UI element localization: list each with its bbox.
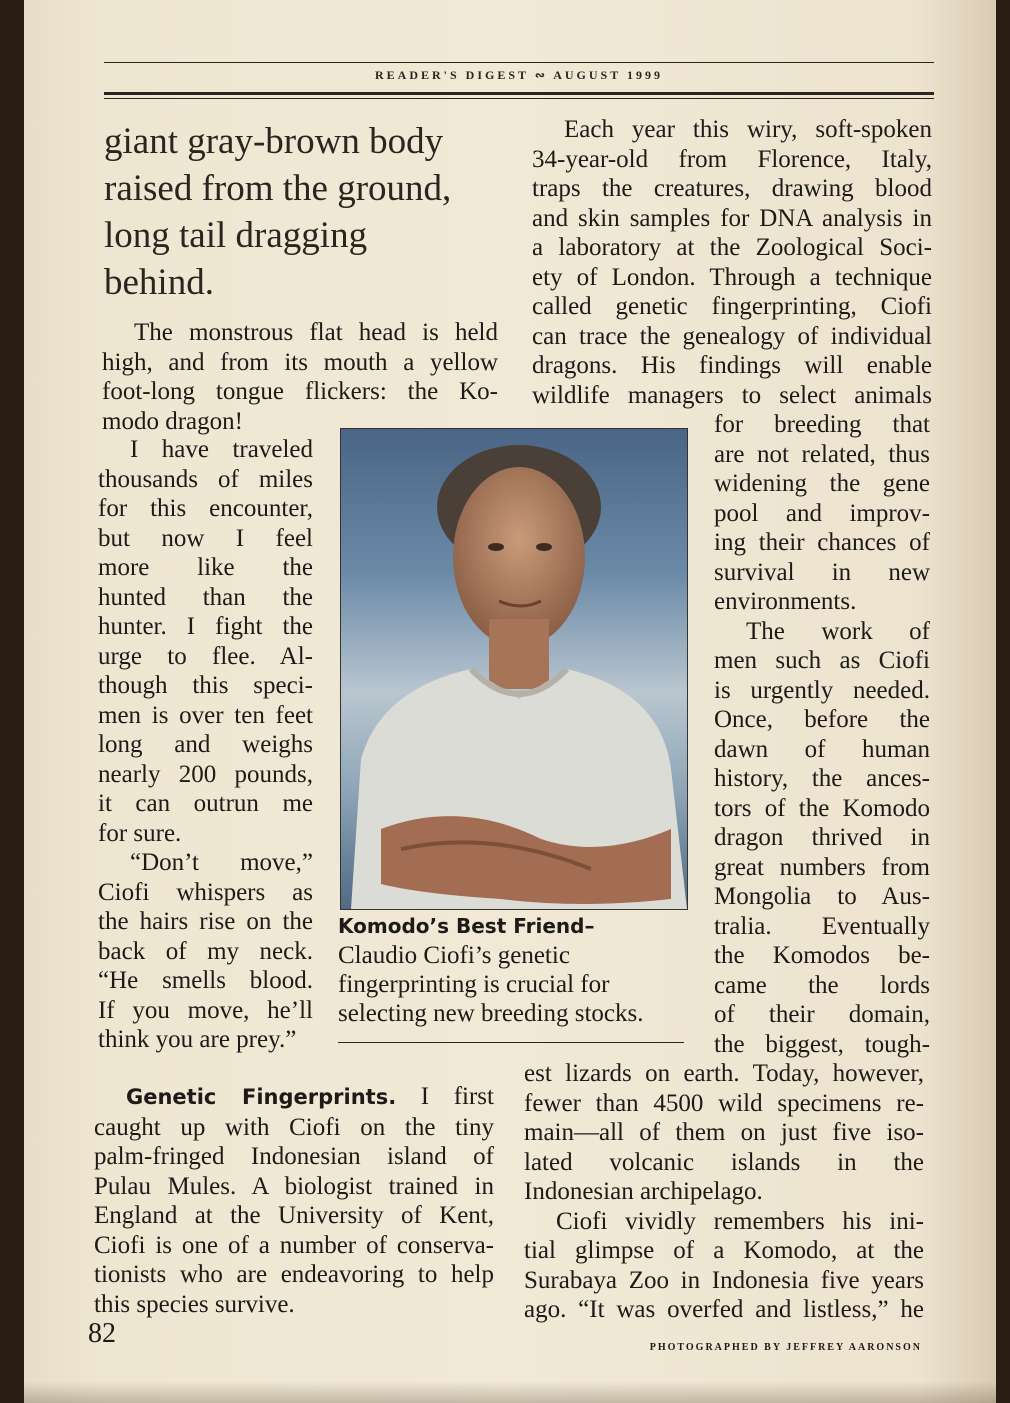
- text-line: ago. “It was overfed and listless,” he: [524, 1296, 924, 1323]
- running-head: READER'S DIGEST ∾ AUGUST 1999: [375, 68, 663, 82]
- text-line: “Don’t move,”: [130, 849, 313, 876]
- photo-caption: [338, 912, 688, 1028]
- lead-line: raised from the ground,: [104, 168, 452, 209]
- text-line: survival in new: [714, 558, 930, 586]
- text-line: Surabaya Zoo in Indonesia five years: [524, 1266, 924, 1294]
- text-line: came the lords: [714, 971, 930, 999]
- text-line: is urgently needed.: [714, 676, 930, 704]
- text-line: for sure.: [98, 819, 182, 847]
- text-line: men is over ten feet: [98, 701, 313, 729]
- text-line: men such as Ciofi: [714, 647, 930, 674]
- text-line: the biggest, tough-: [714, 1030, 930, 1058]
- text-line: Indonesian archipelago.: [524, 1178, 763, 1205]
- text-line: Pulau Mules. A biologist trained in: [94, 1172, 494, 1200]
- caption-rule: [338, 1042, 684, 1043]
- right-narrow-column: [714, 410, 930, 1059]
- header-rule-bottom: [104, 98, 934, 99]
- text-line: the hairs rise on the: [98, 908, 313, 935]
- text-fragment: I first: [396, 1083, 494, 1110]
- lead-text: [104, 118, 504, 306]
- lead-line: long tail dragging: [104, 215, 368, 256]
- caption-line: fingerprinting is crucial for: [338, 971, 610, 998]
- text-line: The monstrous flat head is held: [134, 319, 498, 346]
- text-line: Ciofi vividly remembers his ini-: [556, 1207, 924, 1235]
- caption-line: Claudio Ciofi’s genetic: [338, 942, 570, 969]
- text-line: but now I feel: [98, 524, 313, 552]
- text-line: lated volcanic islands in the: [524, 1148, 924, 1176]
- text-line: hunter. I fight the: [98, 613, 313, 640]
- text-line: caught up with Ciofi on the tiny: [94, 1113, 494, 1141]
- text-line: The work of: [746, 617, 930, 645]
- lead-line: giant gray-brown body: [104, 121, 444, 162]
- text-line: Each year this wiry, soft-spoken: [564, 116, 932, 143]
- text-line: and skin samples for DNA analysis in: [532, 204, 932, 232]
- section-heading: Genetic Fingerprints.: [126, 1085, 397, 1109]
- text-line: Ciofi whispers as: [98, 878, 313, 906]
- text-line: Mongolia to Aus-: [714, 883, 930, 910]
- text-line: I have traveled: [130, 436, 313, 463]
- text-line: long and weighs: [98, 731, 313, 758]
- text-line: ing their chances of: [714, 529, 930, 556]
- text-line: dragon thrived in: [714, 824, 930, 851]
- text-line: though this speci-: [98, 672, 313, 699]
- text-line: environments.: [714, 588, 857, 615]
- text-line: foot-long tongue flickers: the Ko-: [102, 378, 498, 405]
- text-line: wildlife managers to select animals: [532, 381, 932, 409]
- portrait-photo: [340, 428, 688, 910]
- text-line: main—all of them on just five iso-: [524, 1119, 924, 1146]
- text-line: tralia. Eventually: [714, 912, 930, 940]
- text-line: dragons. His findings will enable: [532, 352, 932, 379]
- text-line: of their domain,: [714, 1001, 930, 1028]
- text-line: “He smells blood.: [98, 967, 313, 994]
- text-line: fewer than 4500 wild specimens re-: [524, 1089, 924, 1117]
- text-line: more like the: [98, 554, 313, 581]
- text-line: for breeding that: [714, 411, 930, 438]
- text-line: great numbers from: [714, 853, 930, 881]
- text-line: est lizards on earth. Today, however,: [524, 1060, 924, 1087]
- header-rule-thick: [104, 92, 934, 95]
- left-paragraph-1: [102, 318, 498, 436]
- text-line: tial glimpse of a Komodo, at the: [524, 1237, 924, 1264]
- text-line: tionists who are endeavoring to help: [94, 1261, 494, 1288]
- text-line: England at the University of Kent,: [94, 1202, 494, 1229]
- text-line: history, the ances-: [714, 765, 930, 792]
- text-line: modo dragon!: [102, 407, 243, 435]
- text-line: for this encounter,: [98, 495, 313, 522]
- text-line: If you move, he’ll: [98, 996, 313, 1024]
- text-line: think you are prey.”: [98, 1026, 297, 1053]
- text-line: dawn of human: [714, 735, 930, 763]
- text-line: Once, before the: [714, 706, 930, 733]
- header-rule-top: [104, 62, 934, 63]
- text-line: this species survive.: [94, 1290, 295, 1318]
- photo-credit: PHOTOGRAPHED BY JEFFREY AARONSON: [649, 1342, 922, 1353]
- text-line: [94, 1082, 494, 1113]
- text-line: Ciofi is one of a number of conserva-: [94, 1231, 494, 1259]
- text-line: thousands of miles: [98, 465, 313, 493]
- text-line: traps the creatures, drawing blood: [532, 175, 932, 202]
- left-narrow-column: [98, 435, 313, 1055]
- caption-title: Komodo’s Best Friend–: [338, 914, 595, 938]
- text-line: a laboratory at the Zoological Soci-: [532, 234, 932, 261]
- text-line: nearly 200 pounds,: [98, 760, 313, 788]
- text-line: are not related, thus: [714, 440, 930, 468]
- text-line: urge to flee. Al-: [98, 642, 313, 670]
- text-line: ety of London. Through a technique: [532, 263, 932, 291]
- text-line: it can outrun me: [98, 790, 313, 817]
- lead-line: behind.: [104, 262, 214, 303]
- portrait-illustration: [341, 429, 687, 909]
- text-line: high, and from its mouth a yellow: [102, 348, 498, 376]
- text-line: 34-year-old from Florence, Italy,: [532, 145, 932, 173]
- caption-line: selecting new breeding stocks.: [338, 1000, 644, 1027]
- text-line: hunted than the: [98, 583, 313, 611]
- left-section-genetic-fingerprints: [94, 1082, 494, 1319]
- right-column-bottom: [524, 1059, 924, 1325]
- text-line: back of my neck.: [98, 937, 313, 965]
- right-column-top: [532, 115, 932, 410]
- text-line: tors of the Komodo: [714, 794, 930, 822]
- text-line: pool and improv-: [714, 499, 930, 527]
- text-line: widening the gene: [714, 470, 930, 497]
- text-line: can trace the genealogy of individual: [532, 322, 932, 350]
- text-line: called genetic fingerprinting, Ciofi: [532, 293, 932, 320]
- text-line: palm-fringed Indonesian island of: [94, 1143, 494, 1170]
- text-line: the Komodos be-: [714, 942, 930, 969]
- page-number: 82: [88, 1318, 116, 1349]
